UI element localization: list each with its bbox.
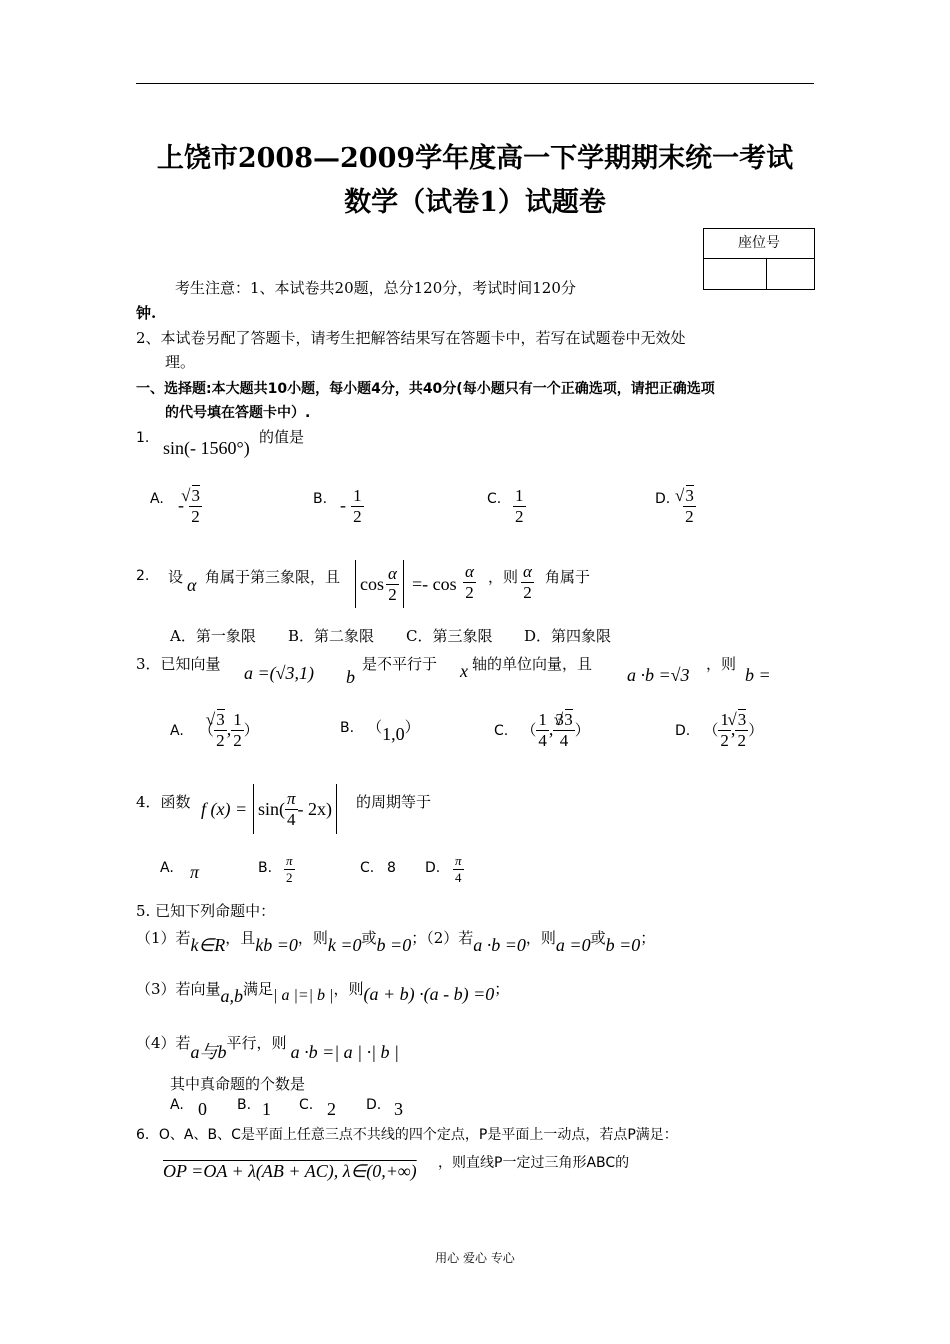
section-1-heading-wrap: 的代号填在答题卡中）.	[165, 405, 311, 421]
q1-option-b-fraction: $\frac{1}{2}$	[353, 486, 362, 526]
exam-subtitle: 数学（试卷1）试题卷	[344, 187, 606, 218]
q6-expression: OP =OA + λ(AB + AC), λ∈(0,+∞)	[163, 1161, 417, 1181]
q1-option-c-fraction: $\frac{1}{2}$	[515, 486, 524, 526]
q1-option-a	[178, 486, 202, 527]
q4-option-a-value: π	[190, 862, 200, 882]
q5-option-c-value: 2	[327, 1099, 336, 1119]
q2-alpha-over-2-a: $\frac{\alpha}{2}$	[388, 563, 397, 604]
q3-vector-b: b	[346, 667, 355, 687]
q2-alpha-over-2-b: $\frac{\alpha}{2}$	[465, 562, 474, 602]
q3-text-c: 轴的单位向量，且	[472, 655, 593, 673]
q2-cos: cos	[360, 573, 384, 594]
q3-b-equals: b =	[745, 665, 771, 685]
q1-number: 1.	[136, 430, 150, 446]
q2-option-d: D．第四象限	[524, 627, 612, 645]
q3-text-b: 是不平行于	[362, 655, 438, 673]
q2-option-a: A．第一象限	[170, 627, 256, 645]
q5-option-a-value: 0	[198, 1099, 207, 1119]
q1-suffix: 的值是	[259, 428, 305, 446]
q4-intro: 4．函数	[136, 793, 191, 811]
q2-option-c: C．第三象限	[406, 627, 493, 645]
seat-box-divider	[766, 259, 767, 289]
q5-option-b-value: 1	[262, 1099, 271, 1119]
q5-proposition-3: （3）若向量a,b满足| a |=| b |，则(a + b) ·(a - b) =0；	[136, 980, 510, 1006]
notice-line-1: 考生注意：1、本试卷共20题，总分120分，考试时间120分	[175, 279, 576, 297]
q3-text-d: ，则	[706, 655, 737, 673]
q4-fx: f (x) =	[201, 799, 248, 819]
q1-option-a-fraction: √ $\frac{3}{2}$	[189, 486, 202, 527]
q2-text-b: 角属于第三象限，且	[205, 568, 341, 586]
q2-alpha-over-2-c: $\frac{\alpha}{2}$	[523, 562, 532, 602]
q3-option-d: D. （ $\frac{1}{2}$ , √ $\frac{3}{2}$ ）	[675, 710, 763, 751]
q5-option-d-label: D.	[366, 1097, 382, 1113]
q4-option-d-value: $\frac{\pi}{4}$	[455, 853, 462, 885]
notice-line-2-wrap: 理。	[165, 353, 196, 371]
q5-question: 其中真命题的个数是	[170, 1075, 306, 1093]
q2-alpha-1: α	[187, 575, 197, 595]
q5-intro: 5. 已知下列命题中：	[136, 902, 276, 920]
q4-abs-sin: sin( $\frac{\pi}{4}$ - 2x)	[253, 784, 337, 834]
q3-option-c: C. （ $\frac{1}{4}$ , $\frac{3√ 3}{4}$ ）	[494, 710, 590, 751]
q5-option-b-label: B.	[237, 1097, 252, 1113]
q4-option-a-label: A.	[160, 860, 174, 876]
top-rule	[136, 83, 814, 84]
q1-option-a-label: A.	[150, 491, 164, 507]
q2-text-c: ，则	[488, 568, 519, 586]
q1-option-d-label: D.	[655, 491, 671, 507]
section-1-heading: 一、选择题:本大题共10小题，每小题4分，共40分(每小题只有一个正确选项，请把正确选项	[136, 381, 715, 397]
q5-proposition-1-2: （1）若k∈R，且kb =0，则k =0或b =0；（2）若a ·b =0，则a =0或b =0；	[136, 929, 656, 955]
q2-abs-cos	[355, 560, 404, 608]
seat-number-box	[703, 228, 815, 290]
exam-title: 上饶市2008—2009学年度高一下学期期末统一考试	[156, 143, 794, 174]
q1-option-c-label: C.	[487, 491, 502, 507]
q6-suffix: ，则直线P一定过三角形ABC的	[438, 1155, 630, 1171]
q1-option-d	[683, 486, 696, 527]
q4-option-c-label: C.	[360, 860, 375, 876]
q1-option-b-sign: -	[340, 495, 346, 515]
q6-line-1: 6．O、A、B、C是平面上任意三点不共线的四个定点，P是平面上一动点，若点P满足：	[136, 1127, 678, 1143]
q2-text-d: 角属于	[545, 568, 591, 586]
q3-option-a: A. （ √ $\frac{3}{2}$ , $\frac{1}{2}$ ）	[170, 710, 259, 751]
q1-option-b-label: B.	[313, 491, 328, 507]
q3-dot-product: a ·b =√3	[627, 665, 690, 685]
q5-option-d-value: 3	[394, 1099, 403, 1119]
page-footer: 用心 爱心 专心	[435, 1251, 515, 1265]
seat-number-label: 座位号	[704, 229, 814, 259]
q4-option-b-value: $\frac{\pi}{2}$	[286, 853, 293, 885]
q2-eq: =- cos	[412, 574, 457, 594]
q1-option-b	[340, 486, 364, 527]
q5-option-a-label: A.	[170, 1097, 184, 1113]
q2-option-b: B．第二象限	[288, 627, 375, 645]
q5-option-c-label: C.	[299, 1097, 314, 1113]
notice-line-2: 2、本试卷另配了答题卡，请考生把解答结果写在答题卡中，若写在试题卷中无效处	[136, 329, 686, 347]
q2-number: 2.	[136, 568, 150, 584]
q1-option-c	[513, 486, 526, 527]
q4-suffix: 的周期等于	[356, 793, 432, 811]
notice-line-1-wrap: 钟.	[136, 304, 157, 322]
q4-option-d-label: D.	[425, 860, 441, 876]
q5-proposition-4: （4）若a与b平行，则 a ·b =| a | ·| b |	[136, 1034, 400, 1062]
q1-option-d-fraction: √ $\frac{3}{2}$	[683, 486, 696, 527]
q4-option-c-value: 8	[387, 860, 396, 876]
q1-option-a-sign: -	[178, 495, 184, 515]
q3-option-b: B. （1,0）	[340, 718, 420, 744]
q3-vector-a: a =(√3,1)	[244, 663, 315, 683]
q1-expression: sin(- 1560°)	[163, 438, 250, 458]
q3-intro: 3．已知向量	[136, 655, 221, 673]
q4-option-b-label: B.	[258, 860, 273, 876]
q3-x: x	[460, 661, 468, 681]
q2-text-a: 设	[168, 568, 184, 586]
